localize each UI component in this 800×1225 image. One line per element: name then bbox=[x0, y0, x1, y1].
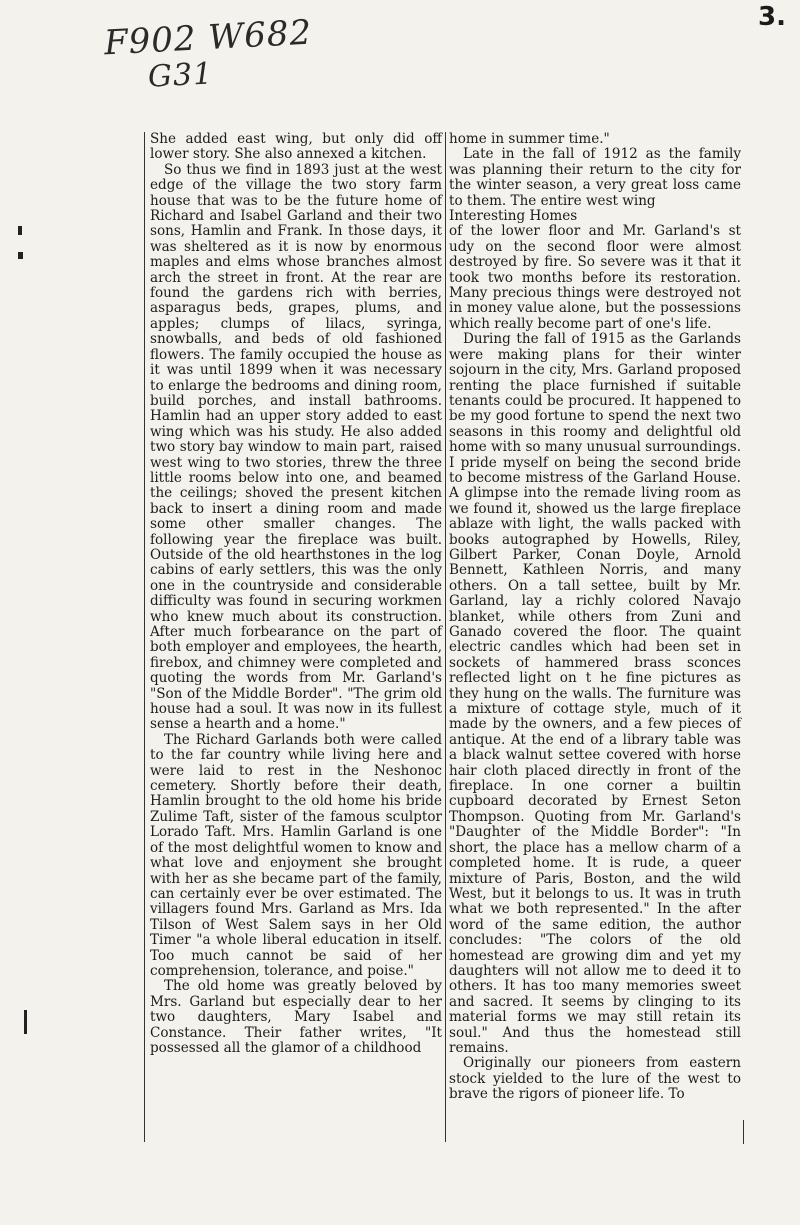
paragraph: Originally our pioneers from eastern stock yielded to the lure of the west to brave the rigors of pioneer life. To bbox=[449, 1055, 741, 1103]
running-header: Interesting Homes bbox=[449, 208, 578, 225]
paragraph: home in summer time." bbox=[449, 131, 610, 147]
article-column-right bbox=[449, 132, 741, 1103]
left-column-rule bbox=[144, 132, 145, 1142]
page-number: 3. bbox=[758, 2, 786, 32]
right-column-rule bbox=[743, 1120, 744, 1144]
paragraph: So thus we find in 1893 just at the west edge of the village the two story farm house that was to be the future home of Richard and Isabel Garland and their two sons, Hamlin and Frank. In those days, it was sheltered as it is now by enormous maples and elms whose branches almost arch the street in front. At the rear are found the gardens rich with berries, asparagus beds, grapes, plums, and apples; clumps of lilacs, syringa, snowballs, and beds of old fashioned flowers. The family occupied the house as it was until 1899 when it was necessary to enlarge the bedrooms and dining room, build porches, and install bathrooms. Hamlin had an upper story added to east wing which was his study. He also added two story bay window to main part, raised west wing to two stories, threw the three little rooms below into one, and beamed the ceilings; shoved the present kitchen back to insert a dining room and made some other smaller changes. The following year the fireplace was built. Outside of the old hearthstones in the log cabins of early settlers, this was the only one in the countryside and considerable difficulty was found in securing workmen who knew much about its construction. After much forbearance on the part of both employer and employees, the hearth, firebox, and chimney were completed and quoting the words from Mr. Garland's "Son of the Middle Border". "The grim old house had a soul. It was now in its fullest sense a hearth and a home." bbox=[150, 161, 442, 733]
margin-mark-3 bbox=[24, 1010, 27, 1034]
center-column-rule bbox=[445, 132, 446, 1142]
paragraph: of the lower floor and Mr. Garland's st udy on the second floor were almost destroyed by fire. So severe was it that it took two months before its restoration. Many precious things were destroyed not in money value alone, but the possessions which really become part of one's life. bbox=[449, 223, 741, 332]
article-column-left bbox=[150, 132, 442, 1056]
paragraph: Late in the fall of 1912 as the family was planning their return to the city for the winter season, a very great loss came to them. The entire west wing bbox=[449, 146, 741, 209]
paragraph: During the fall of 1915 as the Garlands were making plans for their winter sojourn in the city, Mrs. Garland proposed renting the place furnished if suitable tenants could be procured. It happened to be my good fortune to spend the next two seasons in this roomy and delightful old home with so many unusual surroundings. I pride myself on being the second bride to become mistress of the Garland House. A glimpse into the remade living room as we found it, showed us the large fireplace ablaze with light, the walls packed with books autographed by Howells, Riley, Gilbert Parker, Conan Doyle, Arnold Bennett, Kathleen Norris, and many others. On a tall settee, built by Mr. Garland, lay a richly colored Navajo blanket, while others from Zuni and Ganado covered the floor. The quaint electric candles which had been set in sockets of hammered brass sconces reflected light on t he fine pictures as they hung on the walls. The furniture was a mixture of cottage style, much of it made by the owners, and a few pieces of antique. At the end of a library table was a black walnut settee covered with horse hair cloth placed directly in front of the fireplace. In one corner a builtin cupboard decorated by Ernest Seton Thompson. Quoting from Mr. Garland's "Daughter of the Middle Border": "In short, the place has a mellow charm of a completed home. It is rude, a queer mixture of Paris, Boston, and the wild West, but it belongs to us. It was in truth what we both represented." In the after word of the same edition, the author concludes: "The colors of the old homestead are growing dim and yet my daughters will not allow me to deed it to others. It has too many memories sweet and sacred. It seems by clinging to its material forms we may still retain its soul." And thus the homestead still remains. bbox=[449, 331, 741, 1056]
margin-mark-1 bbox=[18, 226, 22, 235]
paragraph: The old home was greatly beloved by Mrs. Garland but especially dear to her two daughters, Mary Isabel and Constance. Their father writes, "It possessed all the glamor of a childhood bbox=[150, 978, 442, 1056]
call-number-line1: F902 W682 bbox=[103, 12, 314, 64]
call-number-line2: G31 bbox=[147, 56, 215, 95]
paragraph: She added east wing, but only did off lower story. She also annexed a kitchen. bbox=[150, 131, 442, 163]
paragraph: The Richard Garlands both were called to the far country while living here and were laid to rest in the Neshonoc cemetery. Shortly before their death, Hamlin brought to the old home his bride Zulime Taft, sister of the famous sculptor Lorado Taft. Mrs. Hamlin Garland is one of the most delightful women to know and what love and enjoyment she brought with her as she became part of the family, can certainly ever be over estimated. The villagers found Mrs. Garland as Mrs. Ida Tilson of West Salem says in her Old Timer "a whole liberal education in itself. Too much cannot be said of her comprehension, tolerance, and poise." bbox=[150, 731, 442, 979]
margin-mark-2 bbox=[18, 252, 23, 259]
